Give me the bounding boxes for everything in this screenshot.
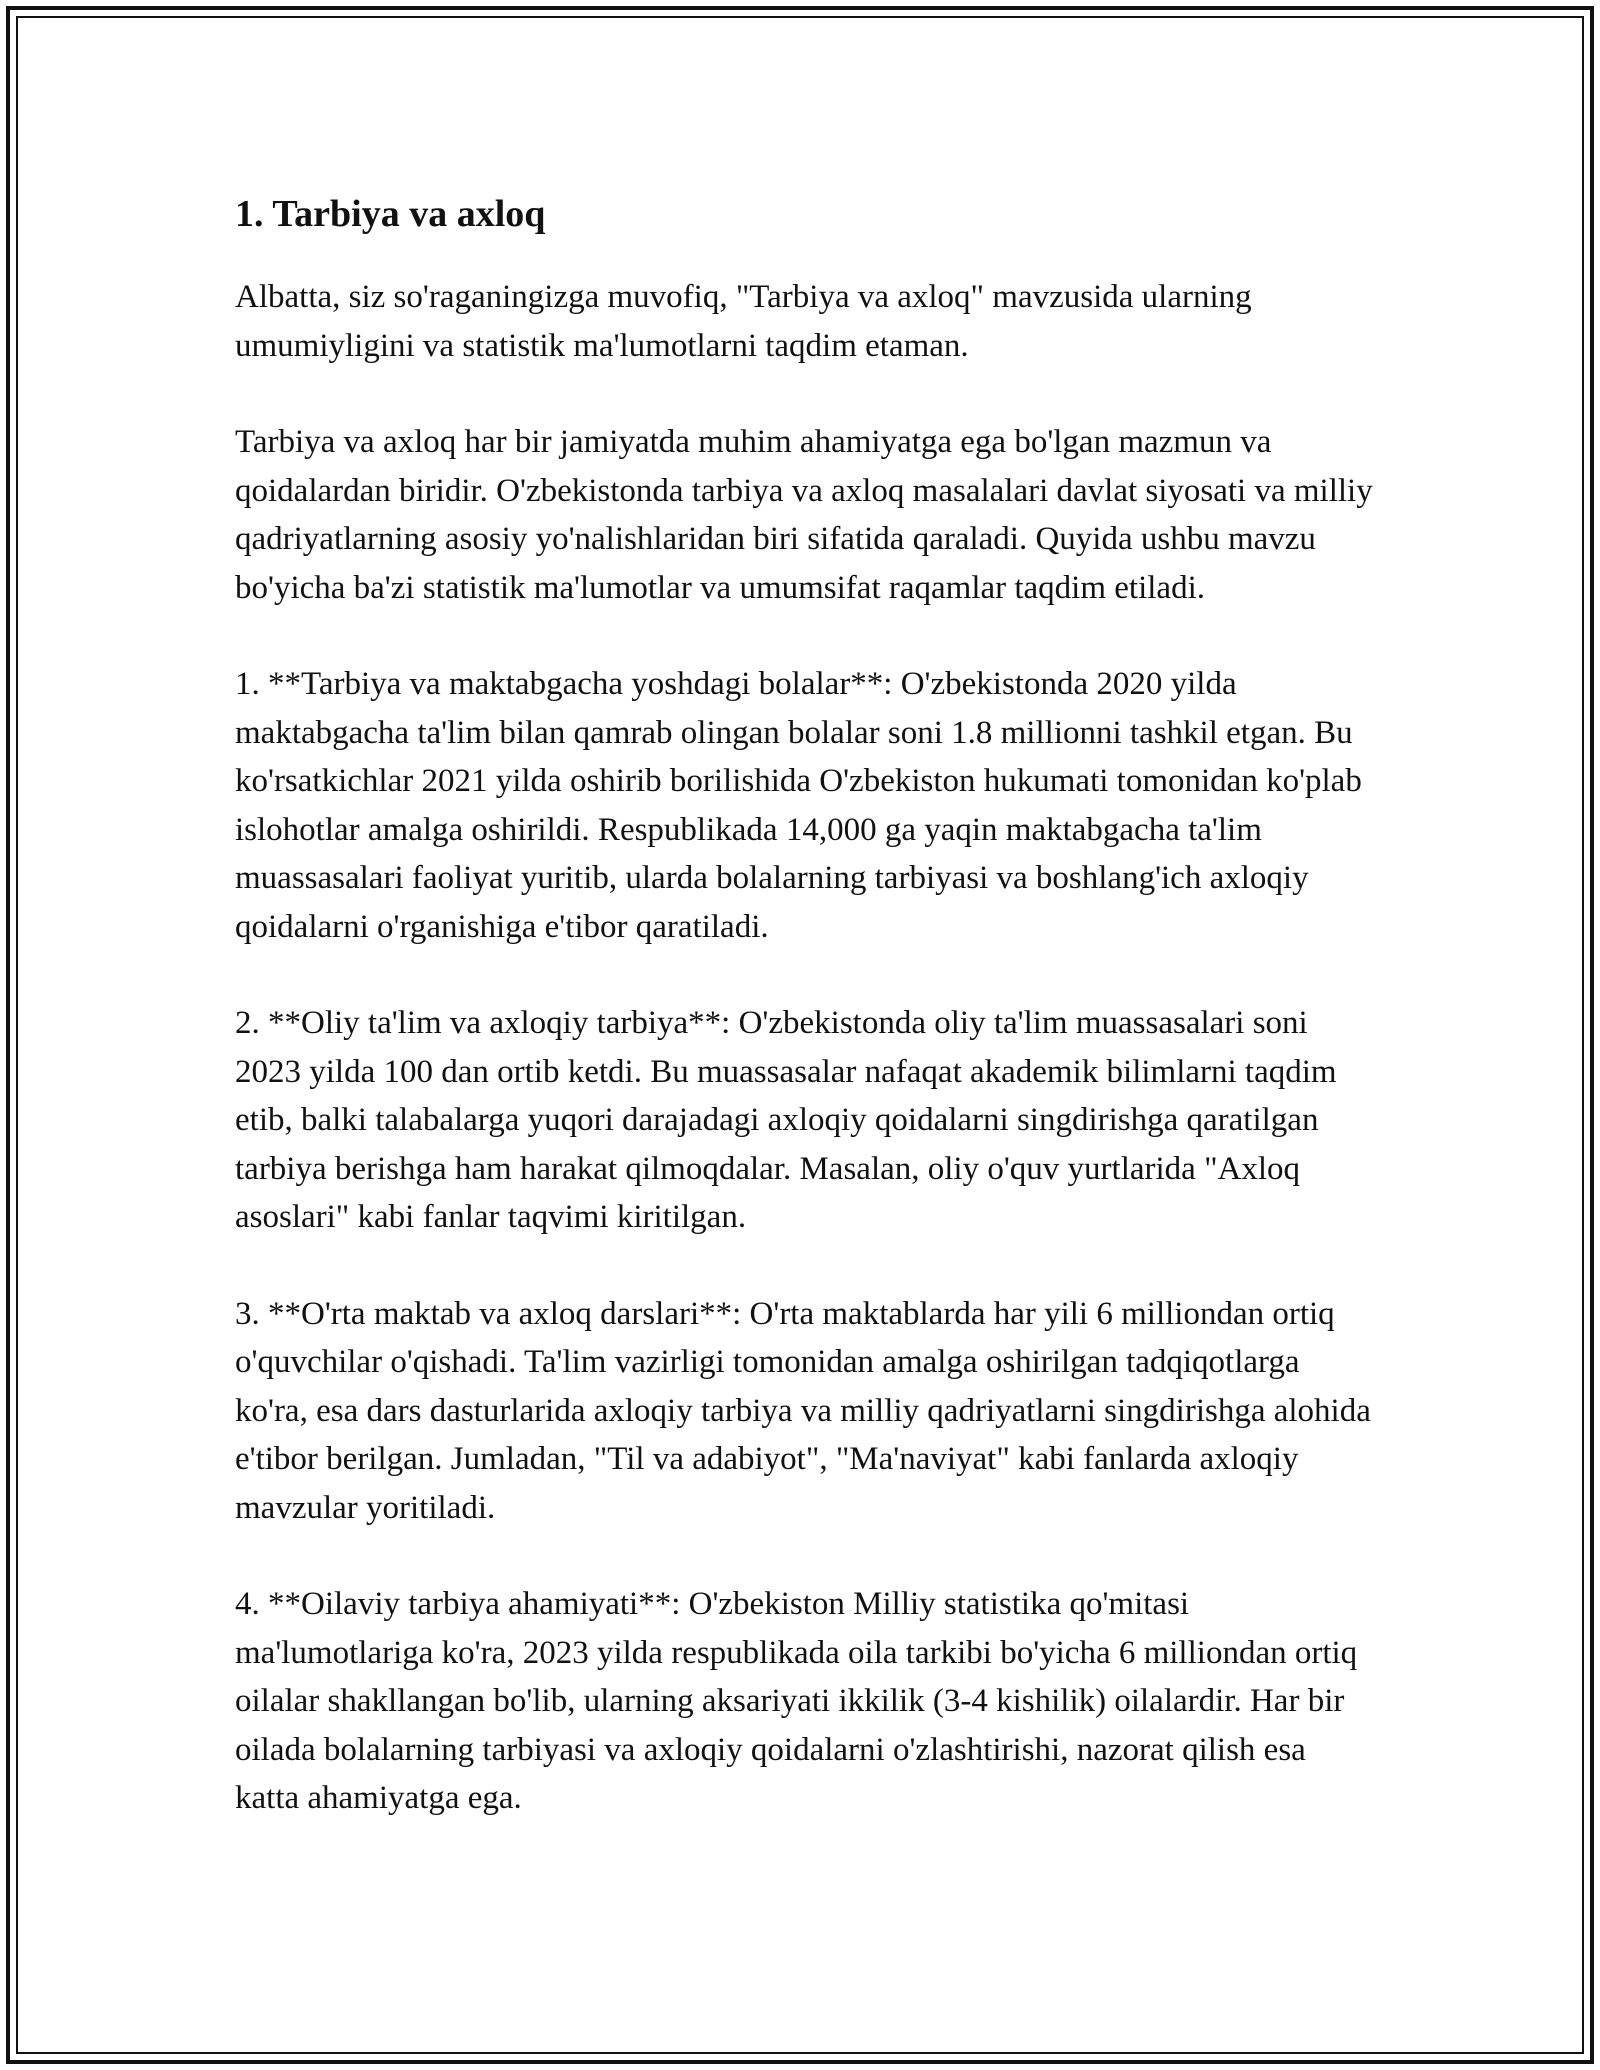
intro-paragraph: Albatta, siz so'raganingizga muvofiq, "Tarbiya va axloq" mavzusida ularning umumiyligini va statistik ma'lumotlarni taqdim etaman.: [235, 279, 1252, 364]
secondary-school-paragraph: 3. **O'rta maktab va axloq darslari**: O'rta maktablarda har yili 6 milliondan ortiq o'quvchilar o'qishadi. Ta'lim vazirligi tomonidan amalga oshirilgan tadqiqotlarga ko'ra, esa dars dasturlarida axloqiy tarbiya va milliy qadriyatlarni singdirishga alohida e'tibor berilgan. Jumladan, "Til va adabiyot", "Ma'naviyat" kabi fanlarda axloqiy mavzular yoritiladi.: [235, 1295, 1371, 1526]
higher-education-paragraph: 2. **Oliy ta'lim va axloqiy tarbiya**: O'zbekistonda oliy ta'lim muassasalari soni 2023 yilda 100 dan ortib ketdi. Bu muassasalar nafaqat akademik bilimlarni taqdim etib, balki talabalarga yuqori darajadagi axloqiy qoidalarni singdirishga qaratilgan tarbiya berishga ham harakat qilmoqdalar. Masalan, oliy o'quv yurtlarida "Axloq asoslari" kabi fanlar taqvimi kiritilgan.: [235, 1005, 1337, 1235]
document-body: [235, 186, 1375, 1823]
document-title: 1. Tarbiya va axloq: [235, 193, 546, 235]
family-upbringing-paragraph: 4. **Oilaviy tarbiya ahamiyati**: O'zbekiston Milliy statistika qo'mitasi ma'lumotlariga ko'ra, 2023 yilda respublikada oila tarkibi bo'yicha 6 milliondan ortiq oilalar shakllangan bo'lib, ularning aksariyati ikkilik (3-4 kishilik) oilalardir. Har bir oilada bolalarning tarbiyasi va axloqiy qoidalarni o'zlashtirishi, nazorat qilish esa katta ahamiyatga ega.: [235, 1586, 1358, 1816]
overview-paragraph: Tarbiya va axloq har bir jamiyatda muhim ahamiyatga ega bo'lgan mazmun va qoidalardan biridir. O'zbekistonda tarbiya va axloq masalalari davlat siyosati va milliy qadriyatlarning asosiy yo'nalishlaridan biri sifatida qaraladi. Quyida ushbu mavzu bo'yicha ba'zi statistik ma'lumotlar va umumsifat raqamlar taqdim etiladi.: [235, 424, 1373, 606]
preschool-paragraph: 1. **Tarbiya va maktabgacha yoshdagi bolalar**: O'zbekistonda 2020 yilda maktabgacha ta'lim bilan qamrab olingan bolalar soni 1.8 millionni tashkil etgan. Bu ko'rsatkichlar 2021 yilda oshirib borilishida O'zbekiston hukumati tomonidan ko'plab islohotlar amalga oshirildi. Respublikada 14,000 ga yaqin maktabgacha ta'lim muassasalari faoliyat yuritib, ularda bolalarning tarbiyasi va boshlang'ich axloqiy qoidalarni o'rganishiga e'tibor qaratiladi.: [235, 666, 1362, 945]
